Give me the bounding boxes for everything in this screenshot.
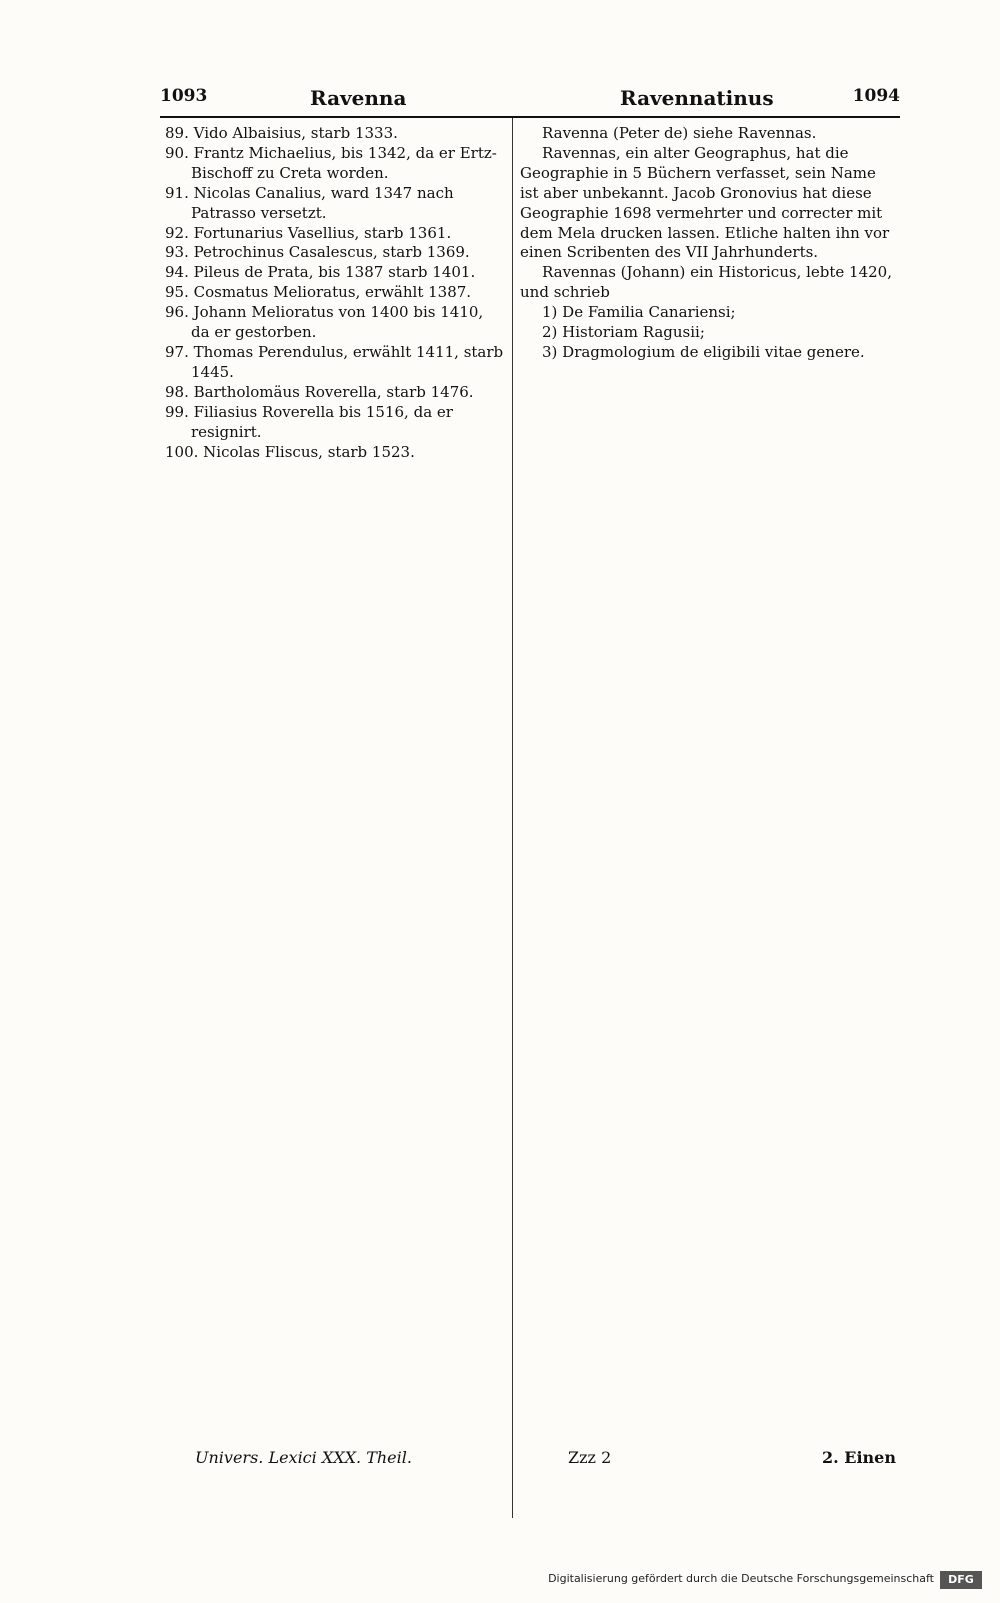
left-entry: 90. Frantz Michaelius, bis 1342, da er Ertz-Bischoff zu Creta worden.: [165, 143, 497, 182]
right-list-item: 1) De Familia Canariensi;: [542, 303, 736, 322]
left-entry: 97. Thomas Perendulus, erwählt 1411, starb 1445.: [165, 342, 504, 381]
left-entry: 99. Filiasius Roverella bis 1516, da er resignirt.: [165, 402, 453, 441]
dfg-logo: DFG: [940, 1571, 982, 1589]
right-headword: Ravennatinus: [620, 86, 774, 110]
left-page-number: 1093: [160, 86, 208, 106]
header-rule: [160, 116, 900, 118]
column-divider: [512, 118, 513, 1518]
left-entry: 100. Nicolas Fliscus, starb 1523.: [165, 442, 415, 461]
right-entry: Ravennas, ein alter Geographus, hat die Geographie in 5 Büchern verfasset, sein Name ist aber unbekannt. Jacob Gronovius hat diese Geographie 1698 vermehrter und correcter mit dem Mela drucken lassen. Etliche halten ihn vor einen Scribenten des VII Jahrhunderts.: [520, 143, 890, 262]
signature-line: Univers. Lexici XXX. Theil.: [195, 1448, 412, 1467]
left-column: [165, 124, 505, 462]
right-entry: Ravenna (Peter de) siehe Ravennas.: [542, 124, 817, 142]
left-entry: 95. Cosmatus Melioratus, erwählt 1387.: [165, 283, 472, 302]
right-list-item: 3) Dragmologium de eligibili vitae genere.: [542, 342, 865, 361]
running-header: [160, 86, 900, 118]
left-entry: 94. Pileus de Prata, bis 1387 starb 1401.: [165, 263, 476, 282]
left-entry: 96. Johann Melioratus von 1400 bis 1410, da er gestorben.: [165, 303, 484, 342]
left-entry: 89. Vido Albaisius, starb 1333.: [165, 124, 398, 142]
left-entry: 91. Nicolas Canalius, ward 1347 nach Patrasso versetzt.: [165, 183, 454, 222]
left-entry: 92. Fortunarius Vasellius, starb 1361.: [165, 223, 452, 242]
right-page-number: 1094: [852, 86, 900, 106]
sheet-mark: Zzz 2: [568, 1448, 612, 1467]
left-headword: Ravenna: [310, 86, 407, 110]
left-entry: 98. Bartholomäus Roverella, starb 1476.: [165, 382, 474, 401]
catchword: 2. Einen: [822, 1448, 896, 1467]
right-list-item: 2) Historiam Ragusii;: [542, 323, 705, 342]
right-column: [520, 124, 892, 363]
right-entry: Ravennas (Johann) ein Historicus, lebte 1420, und schrieb: [520, 263, 892, 302]
left-entry: 93. Petrochinus Casalescus, starb 1369.: [165, 243, 470, 262]
digitization-credit: Digitalisierung gefördert durch die Deutsche Forschungsgemeinschaft: [548, 1572, 934, 1585]
